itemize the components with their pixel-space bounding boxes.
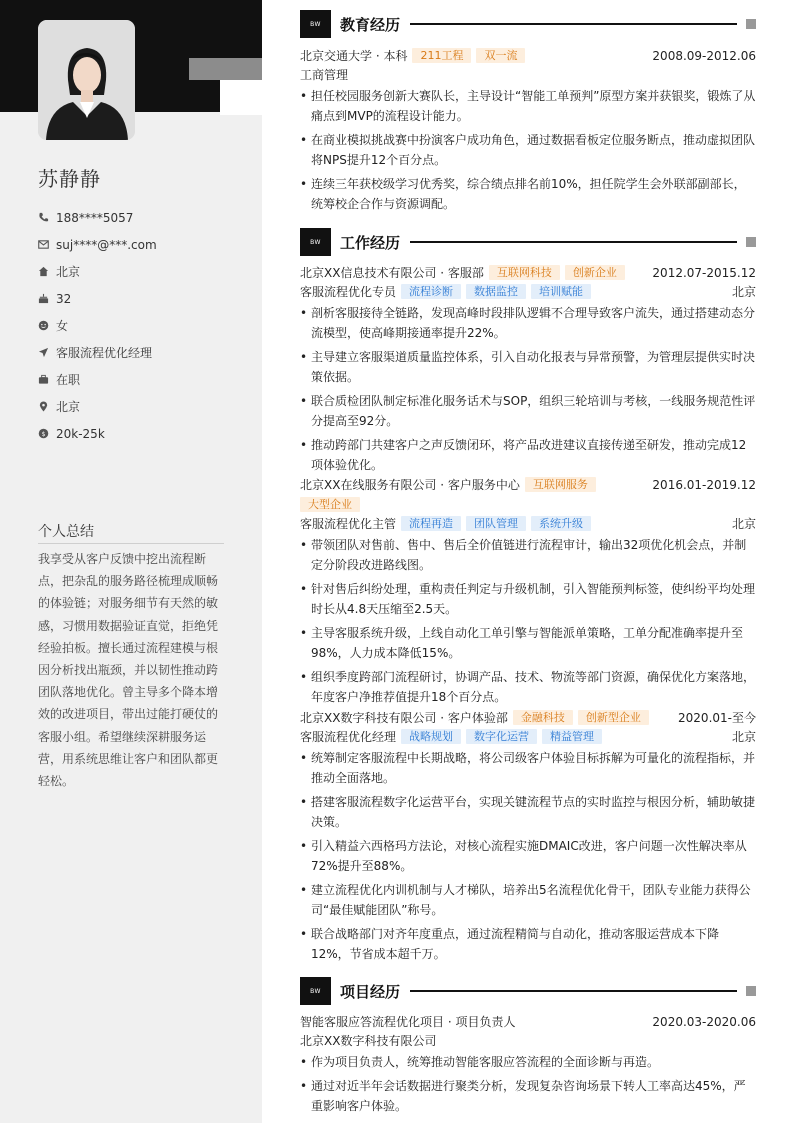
mail-icon [38, 239, 49, 250]
tag: 双一流 [476, 48, 525, 63]
contact-info-list [38, 204, 248, 447]
company-line: 北京XX在线服务有限公司 · 客户服务中心 [300, 478, 520, 492]
school-line: 北京交通大学 · 本科 [300, 49, 408, 63]
bullet-item: • 剖析客服接待全链路，发现高峰时段排队逻辑不合理导致客户流失，通过搭建动态分流模型，使高峰期接通率提升22%。 [300, 303, 756, 343]
phone-text: 188****5057 [56, 210, 134, 225]
section-square [746, 19, 756, 29]
info-gender [38, 312, 248, 339]
tag: 培训赋能 [531, 284, 591, 299]
info-email [38, 231, 248, 258]
bullet-item: • 主导客服系统升级，上线自动化工单引擎与智能派单策略，工单分配准确率提升至98%，人力成本降低15%。 [300, 623, 756, 663]
location-text: 北京 [56, 265, 81, 279]
company-line: 北京XX数字科技有限公司 · 客户体验部 [300, 711, 508, 725]
target-job-text: 客服流程优化经理 [56, 346, 153, 360]
bullet-item: • 推动跨部门共建客户之声反馈闭环，将产品改进建议直接传递至研发，推动完成12项体验优化。 [300, 435, 756, 475]
role: 客服流程优化专员 [300, 285, 397, 299]
phone-icon [38, 212, 49, 223]
salary-text: 20k-25k [56, 426, 105, 441]
bullet-list [300, 748, 756, 964]
bullet-item: • 统筹制定客服流程中长期战略，将公司级客户体验目标拆解为可量化的流程指标，并推动全面落地。 [300, 748, 756, 788]
project-entry [300, 1012, 756, 1120]
section-badge: BW [300, 10, 331, 38]
bullet-item: • 作为项目负责人，统筹推动智能客服应答流程的全面诊断与再造。 [300, 1052, 756, 1072]
project-title: 智能客服应答流程优化项目 · 项目负责人 [300, 1015, 516, 1029]
tag: 创新型企业 [578, 710, 649, 725]
bullet-item: • 引入精益六西格玛方法论，对核心流程实施DMAIC改进，客户问题一次性解决率从72%提升至88%。 [300, 836, 756, 876]
bullet-item: • 搭建客服流程数字化运营平台，实现关键流程节点的实时监控与根因分析，辅助敏捷决策。 [300, 792, 756, 832]
work-entry-3 [300, 708, 756, 968]
target-city-text: 北京 [56, 400, 81, 414]
section-divider [410, 990, 737, 992]
section-title-education: 教育经历 [340, 15, 401, 34]
tag: 大型企业 [300, 497, 360, 512]
bullet-list [300, 535, 756, 707]
city: 北京 [731, 517, 756, 531]
cake-icon [38, 293, 49, 304]
gender-text: 女 [56, 319, 69, 333]
bullet-list [300, 1052, 756, 1116]
coin-icon [38, 428, 49, 439]
bullet-list [300, 303, 756, 475]
tag: 互联网科技 [489, 265, 560, 280]
email-text: suj****@***.com [56, 237, 157, 252]
summary-title: 个人总结 [38, 521, 224, 544]
major: 工商管理 [300, 68, 349, 82]
info-location [38, 258, 248, 285]
svg-text:$: $ [41, 429, 46, 438]
tag: 211工程 [412, 48, 471, 63]
bullet-item: • 联合战略部门对齐年度重点，通过流程精简与自动化，推动客服运营成本下降12%，节省成本超千万。 [300, 924, 756, 964]
date: 2016.01-2019.12 [652, 477, 756, 492]
work-entry-2 [300, 475, 756, 711]
section-divider [410, 23, 737, 25]
tag: 系统升级 [531, 516, 591, 531]
location-pin-icon [38, 401, 49, 412]
info-age [38, 285, 248, 312]
tag: 数字化运营 [466, 729, 537, 744]
section-header-work [300, 228, 756, 256]
bullet-list [300, 86, 756, 214]
bullet-item: • 联合质检团队制定标准化服务话术与SOP，组织三轮培训与考核，一线服务规范性评分提高至92分。 [300, 391, 756, 431]
bullet-item: • 通过对近半年会话数据进行聚类分析，发现复杂咨询场景下转人工率高达45%，严重影响客户体验。 [300, 1076, 756, 1116]
section-badge: BW [300, 977, 331, 1005]
section-title-work: 工作经历 [340, 233, 401, 252]
section-title-project: 项目经历 [340, 982, 401, 1001]
city: 北京 [731, 285, 756, 299]
info-status [38, 366, 248, 393]
section-header-education [300, 10, 756, 38]
send-icon [38, 347, 49, 358]
bullet-item: • 在商业模拟挑战赛中扮演客户成功角色，通过数据看板定位服务断点，推动虚拟团队将NPS提升12个百分点。 [300, 130, 756, 170]
tag: 流程再造 [401, 516, 461, 531]
role: 客服流程优化主管 [300, 517, 397, 531]
bullet-item: • 带领团队对售前、售中、售后全价值链进行流程审计，输出32项优化机会点，并制定分阶段改进路线图。 [300, 535, 756, 575]
section-header-project [300, 977, 756, 1005]
info-target-city [38, 393, 248, 420]
section-square [746, 237, 756, 247]
decorative-grey-bar [189, 58, 262, 80]
section-divider [410, 241, 737, 243]
info-salary [38, 420, 248, 447]
work-entry-1 [300, 263, 756, 479]
date: 2012.07-2015.12 [652, 265, 756, 280]
bullet-item: • 组织季度跨部门流程研讨，协调产品、技术、物流等部门资源，确保优化方案落地，年度客户净推荐值提升18个百分点。 [300, 667, 756, 707]
tag: 金融科技 [513, 710, 573, 725]
decorative-white-notch [220, 80, 262, 115]
section-square [746, 986, 756, 996]
tag: 团队管理 [466, 516, 526, 531]
age-text: 32 [56, 291, 72, 306]
date: 2020.01-至今 [678, 711, 756, 725]
home-icon [38, 266, 49, 277]
sidebar [0, 0, 262, 1123]
section-badge: BW [300, 228, 331, 256]
profile-photo [38, 20, 135, 140]
bullet-item: • 主导建立客服渠道质量监控体系，引入自动化报表与异常预警，为管理层提供实时决策依据。 [300, 347, 756, 387]
summary-text: 我享受从客户反馈中挖出流程断点，把杂乱的服务路径梳理成顺畅的体验链；对服务细节有天然的敏感，习惯用数据验证直觉，拒绝凭经验拍板。擅长通过流程建模与根因分析找出瓶颈，并以韧性推动跨团队落地优化。曾主导多个降本增效的改进项目，带出过能打硬仗的客服小组。希望继续深耕服务运营，用系统思维让客户和团队都更轻松。 [38, 552, 219, 789]
tag: 战略规划 [401, 729, 461, 744]
tag: 精益管理 [542, 729, 602, 744]
bullet-item: • 针对售后纠纷处理，重构责任判定与升级机制，引入智能预判标签，使纠纷平均处理时长从4.8天压缩至2.5天。 [300, 579, 756, 619]
date: 2008.09-2012.06 [652, 48, 756, 63]
candidate-name: 苏静静 [38, 167, 101, 191]
company-line: 北京XX信息技术有限公司 · 客服部 [300, 266, 484, 280]
bullet-item: • 连续三年获校级学习优秀奖，综合绩点排名前10%，担任院学生会外联部副部长，统筹校企合作与资源调配。 [300, 174, 756, 214]
bullet-item: • 担任校园服务创新大赛队长，主导设计“智能工单预判”原型方案并获银奖，锻炼了从痛点到MVP的流程设计能力。 [300, 86, 756, 126]
status-text: 在职 [56, 373, 81, 387]
tag: 创新企业 [565, 265, 625, 280]
project-company: 北京XX数字科技有限公司 [300, 1034, 437, 1048]
tag: 流程诊断 [401, 284, 461, 299]
education-entry [300, 46, 756, 218]
briefcase-icon [38, 374, 49, 385]
face-icon [38, 320, 49, 331]
info-target-job [38, 339, 248, 366]
role: 客服流程优化经理 [300, 730, 397, 744]
bullet-item: • 建立流程优化内训机制与人才梯队，培养出5名流程优化骨干，团队专业能力获得公司“最佳赋能团队”称号。 [300, 880, 756, 920]
date: 2020.03-2020.06 [652, 1014, 756, 1029]
tag: 数据监控 [466, 284, 526, 299]
tag: 互联网服务 [525, 477, 596, 492]
city: 北京 [731, 730, 756, 744]
info-phone [38, 204, 248, 231]
